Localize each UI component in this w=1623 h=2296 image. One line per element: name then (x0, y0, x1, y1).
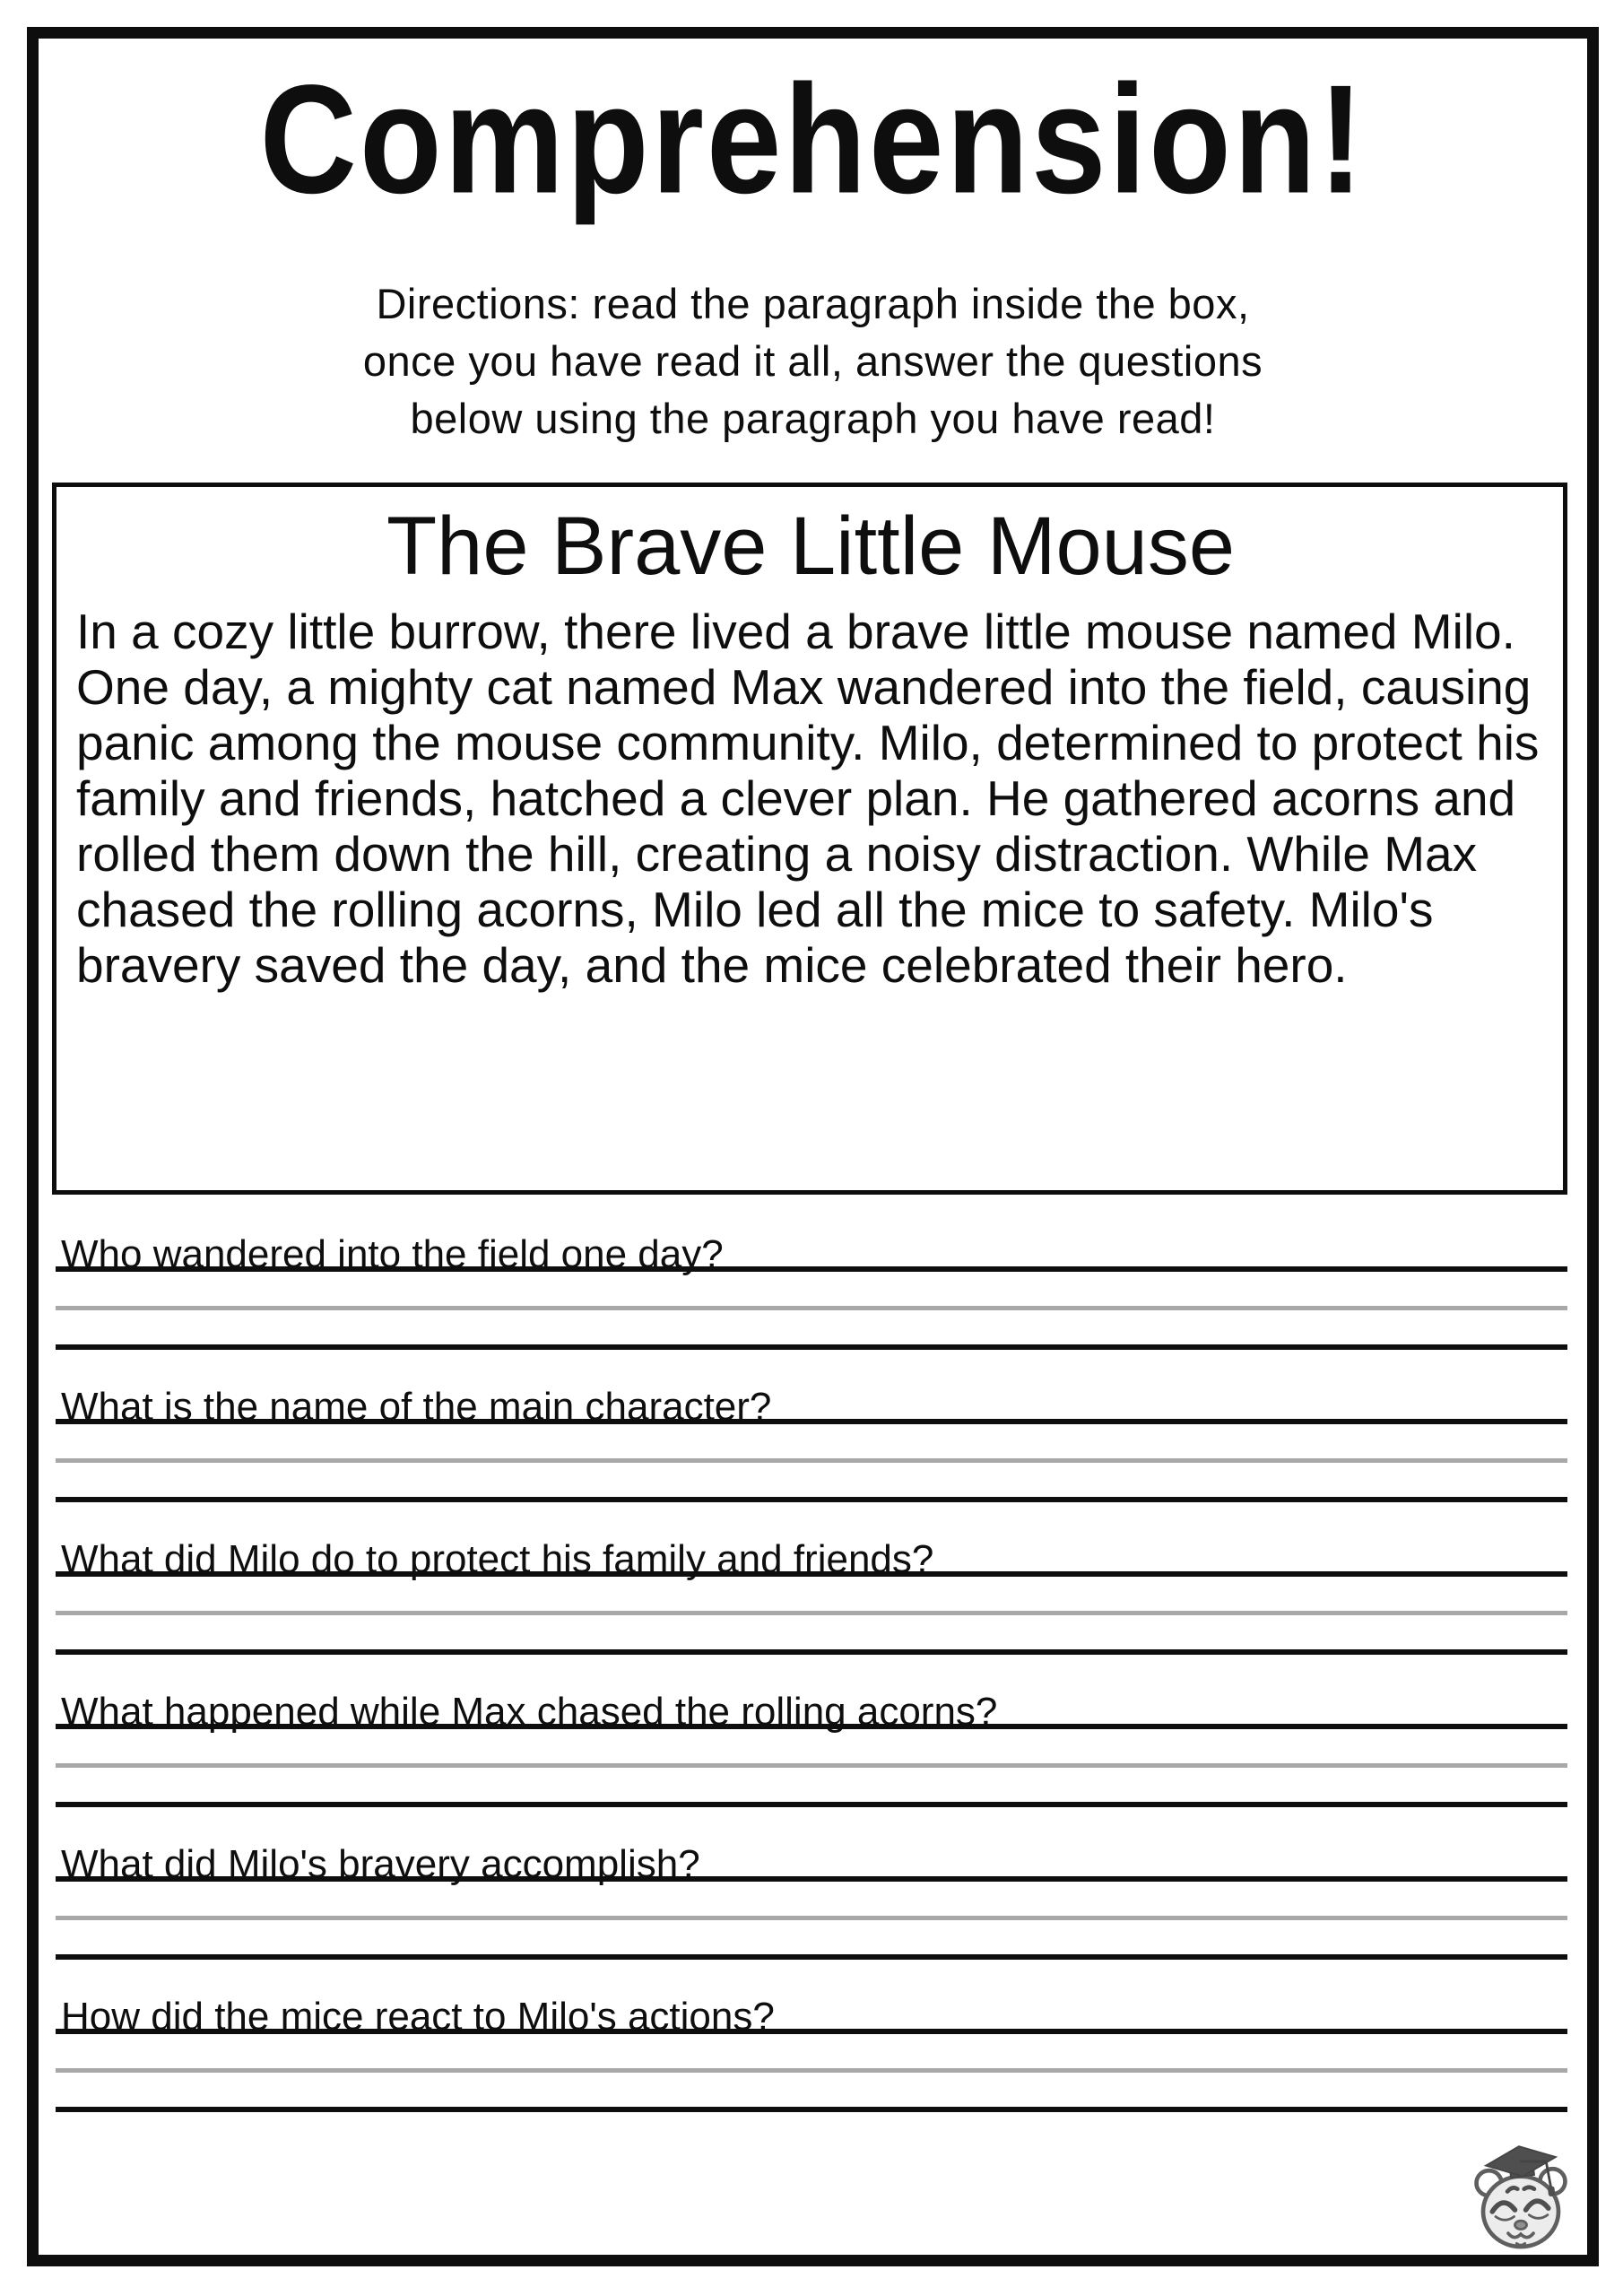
answer-line-gray (56, 1916, 1567, 1920)
story-title: The Brave Little Mouse (386, 500, 1235, 592)
answer-line-gray (56, 1763, 1567, 1768)
page-title-text: Comprehension! (259, 52, 1367, 226)
directions-line-1: Directions: read the paragraph inside the box, (376, 280, 1250, 327)
answer-line-black (56, 1344, 1567, 1350)
worksheet-page-border (27, 27, 1599, 2266)
question-4-rule (56, 1677, 1567, 1734)
page-title (39, 51, 1587, 236)
question-block-5 (56, 1830, 1567, 1960)
answer-line-gray (56, 2068, 1567, 2073)
story-box (52, 483, 1567, 1195)
answer-line-gray (56, 1611, 1567, 1615)
question-1-rule (56, 1220, 1567, 1276)
question-4-label: What happened while Max chased the rolling acorns? (61, 1690, 998, 1734)
question-block-1 (56, 1220, 1567, 1350)
question-1-label: Who wandered into the field one day? (61, 1232, 724, 1276)
question-6-rule (56, 1982, 1567, 2039)
answer-line-black (56, 1497, 1567, 1502)
question-2-rule (56, 1372, 1567, 1429)
answer-line-black (56, 1954, 1567, 1960)
answer-line-black (56, 1802, 1567, 1807)
question-block-6 (56, 1982, 1567, 2112)
directions-line-2: once you have read it all, answer the questions (362, 337, 1263, 385)
question-block-2 (56, 1372, 1567, 1502)
answer-line-gray (56, 1458, 1567, 1463)
story-paragraph: In a cozy little burrow, there lived a brave little mouse named Milo. One day, a mighty cat named Max wandered into the field, causing panic among the mouse community. Milo, determined to protect his family and friends, hatched a clever plan. He gathered acorns and rolled them down the hill, creating a noisy distraction. While Max chased the rolling acorns, Milo led all the mice to safety. Milo's bravery saved the day, and the mice celebrated their hero. (76, 604, 1540, 993)
question-5-rule (56, 1830, 1567, 1886)
answer-line-black (56, 1649, 1567, 1655)
question-3-label: What did Milo do to protect his family and friends? (61, 1537, 934, 1581)
answer-line-black (56, 2107, 1567, 2112)
question-6-label: How did the mice react to Milo's actions? (61, 1995, 775, 2039)
question-5-label: What did Milo's bravery accomplish? (61, 1842, 700, 1886)
panda-graduate-icon (1471, 2142, 1571, 2253)
questions-section (39, 1220, 1587, 2112)
question-2-label: What is the name of the main character? (61, 1385, 772, 1429)
answer-line-gray (56, 1306, 1567, 1310)
directions-text (39, 275, 1587, 448)
question-block-3 (56, 1525, 1567, 1655)
question-block-4 (56, 1677, 1567, 1807)
question-3-rule (56, 1525, 1567, 1581)
directions-line-3: below using the paragraph you have read! (410, 395, 1216, 442)
